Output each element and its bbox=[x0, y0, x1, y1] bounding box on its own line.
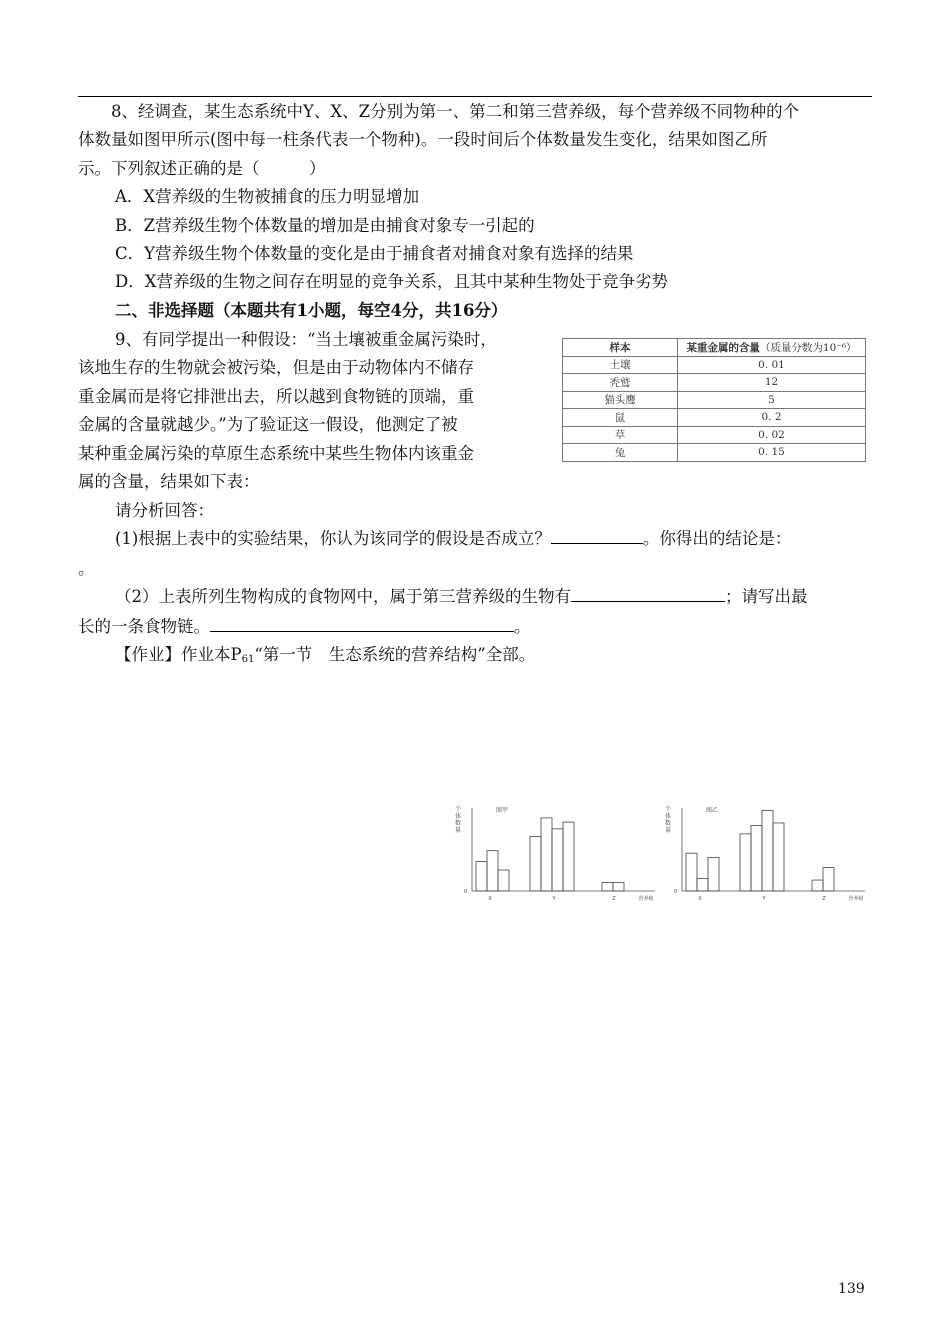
q9-line-1: 9、有同学提出一种假设：“当土壤被重金属污染时， bbox=[115, 330, 497, 349]
chart-title: 图甲 bbox=[496, 807, 509, 814]
q8-option-a: A．X营养级的生物被捕食的压力明显增加 bbox=[115, 187, 420, 207]
bar-Y bbox=[541, 818, 552, 891]
q9-sub2-end: 。 bbox=[514, 617, 531, 636]
bar-X bbox=[697, 878, 708, 891]
q8-option-d: D．X营养级的生物之间存在明显的竞争关系，且其中某种生物处于竞争劣势 bbox=[115, 272, 668, 292]
q9-sub2-text-c: 长的一条食物链。 bbox=[78, 617, 210, 636]
q9-sub2-text-b: ；请写出最 bbox=[725, 587, 808, 606]
bar-Z bbox=[823, 867, 834, 891]
y-axis-label-char: 数 bbox=[454, 820, 462, 827]
q9-sub1-end: 。 bbox=[78, 559, 95, 578]
table-cell-name: 兔 bbox=[563, 444, 678, 462]
bar-X bbox=[487, 851, 498, 891]
table-header-content-label: 某重金属的含量 bbox=[686, 341, 760, 354]
table-row bbox=[563, 444, 866, 462]
bar-Y bbox=[740, 834, 751, 891]
x-axis-label: 营养级 bbox=[638, 896, 654, 902]
chart-figure-yi bbox=[660, 800, 870, 910]
table-cell-name: 猫头鹰 bbox=[563, 391, 678, 409]
q8-stem-line-1: 8、经调查，某生态系统中Y、X、Z分别为第一、第二和第三营养级，每个营养级不同物种的个 bbox=[111, 102, 800, 121]
bar-X bbox=[498, 870, 509, 891]
table-header-unit: （质量分数为10⁻⁶） bbox=[759, 341, 857, 354]
q8-stem-line-3: 示。下列叙述正确的是（ ） bbox=[78, 158, 326, 178]
table-header-content bbox=[678, 339, 866, 357]
table-cell-value: 0. 01 bbox=[678, 356, 866, 374]
bar-X bbox=[476, 862, 487, 891]
table-cell-value: 0. 2 bbox=[678, 409, 866, 427]
homework-page-sub: 61 bbox=[241, 654, 255, 665]
x-axis-label: 营养级 bbox=[848, 896, 864, 902]
q9-sub2-blank-2[interactable] bbox=[210, 613, 514, 632]
table-cell-name: 鼠 bbox=[563, 409, 678, 427]
y-zero-label: 0 bbox=[464, 889, 468, 895]
y-axis-label-char: 体 bbox=[454, 813, 462, 820]
top-rule bbox=[78, 96, 872, 97]
question-8 bbox=[78, 98, 872, 325]
q9-prompt: 请分析回答： bbox=[115, 501, 214, 520]
bar-Y bbox=[773, 823, 784, 891]
table-row bbox=[563, 374, 866, 392]
table-row bbox=[563, 356, 866, 374]
x-tick-label: Z bbox=[822, 896, 826, 902]
bar-Z bbox=[613, 883, 624, 891]
q9-sub1-blank-1[interactable] bbox=[551, 525, 643, 544]
q8-option-b: B．Z营养级生物个体数量的增加是由捕食对象专一引起的 bbox=[115, 215, 535, 235]
homework-line bbox=[115, 641, 535, 674]
y-axis-label-char: 量 bbox=[664, 827, 672, 834]
x-tick-label: Y bbox=[762, 896, 766, 902]
chart-title: 图乙 bbox=[706, 807, 719, 814]
table-header-sample: 样本 bbox=[563, 339, 678, 357]
bar-Y bbox=[530, 836, 541, 891]
q9-line-6: 属的含量，结果如下表： bbox=[78, 472, 260, 492]
y-zero-label: 0 bbox=[674, 889, 678, 895]
y-axis-label-char: 个 bbox=[664, 806, 672, 813]
homework-suffix: “第一节 生态系统的营养结构”全部。 bbox=[254, 645, 536, 664]
q9-sub1-text-b: 。你得出的结论是： bbox=[642, 529, 792, 548]
x-tick-label: X bbox=[698, 896, 702, 902]
bar-Y bbox=[762, 810, 773, 891]
y-axis-label-char: 量 bbox=[454, 827, 462, 834]
table-row bbox=[563, 426, 866, 444]
question-9-stem bbox=[78, 326, 556, 496]
q9-sub2-text-a: （2）上表所列生物构成的食物网中，属于第三营养级的生物有 bbox=[115, 587, 571, 606]
bar-Z bbox=[812, 880, 823, 891]
table-row bbox=[563, 409, 866, 427]
q9-sub2-blank-1[interactable] bbox=[571, 583, 725, 602]
x-tick-label: Z bbox=[612, 896, 616, 902]
table-cell-value: 12 bbox=[678, 374, 866, 392]
table-header-row bbox=[563, 339, 866, 357]
table-cell-name: 秃鹫 bbox=[563, 374, 678, 392]
table-cell-name: 土壤 bbox=[563, 356, 678, 374]
section-2-title: 二、非选择题（本题共有1小题，每空4分，共16分） bbox=[115, 300, 508, 320]
bar-X bbox=[686, 853, 697, 891]
bar-Y bbox=[552, 829, 563, 891]
bar-Y bbox=[563, 822, 574, 891]
table-cell-value: 0. 02 bbox=[678, 426, 866, 444]
bar-X bbox=[708, 857, 719, 891]
page-number: 139 bbox=[838, 1281, 865, 1297]
q8-option-c: C．Y营养级生物个体数量的变化是由于捕食者对捕食对象有选择的结果 bbox=[115, 244, 634, 264]
q9-sub1 bbox=[115, 525, 791, 553]
y-axis-label-char: 数 bbox=[664, 820, 672, 827]
x-tick-label: Y bbox=[552, 896, 556, 902]
q9-line-4: 金属的含量就越少。”为了验证这一假设，他测定了被 bbox=[78, 415, 458, 435]
table-cell-value: 0. 15 bbox=[678, 444, 866, 462]
heavy-metal-table bbox=[562, 338, 866, 462]
q8-stem-line-2: 体数量如图甲所示(图中每一柱条代表一个物种)。一段时间后个体数量发生变化，结果如图乙所 bbox=[78, 130, 768, 150]
x-tick-label: X bbox=[488, 896, 492, 902]
bar-Z bbox=[602, 883, 613, 891]
bar-Y bbox=[751, 825, 762, 891]
q9-line-2: 该地生存的生物就会被污染，但是由于动物体内不储存 bbox=[78, 358, 474, 378]
chart-figure-jia bbox=[450, 800, 660, 910]
homework-prefix: 【作业】作业本P bbox=[115, 645, 242, 664]
y-axis-label-char: 个 bbox=[454, 806, 462, 813]
q9-sub2 bbox=[115, 583, 808, 611]
y-axis-label-char: 体 bbox=[664, 813, 672, 820]
table-cell-name: 草 bbox=[563, 426, 678, 444]
q9-sub2-line-2 bbox=[78, 613, 531, 641]
table-cell-value: 5 bbox=[678, 391, 866, 409]
q9-line-5: 某种重金属污染的草原生态系统中某些生物体内该重金 bbox=[78, 443, 474, 463]
q9-line-3: 重金属而是将它排泄出去，所以越到食物链的顶端，重 bbox=[78, 386, 474, 406]
table-row bbox=[563, 391, 866, 409]
q9-sub1-text-a: (1)根据上表中的实验结果，你认为该同学的假设是否成立？ bbox=[115, 529, 551, 548]
